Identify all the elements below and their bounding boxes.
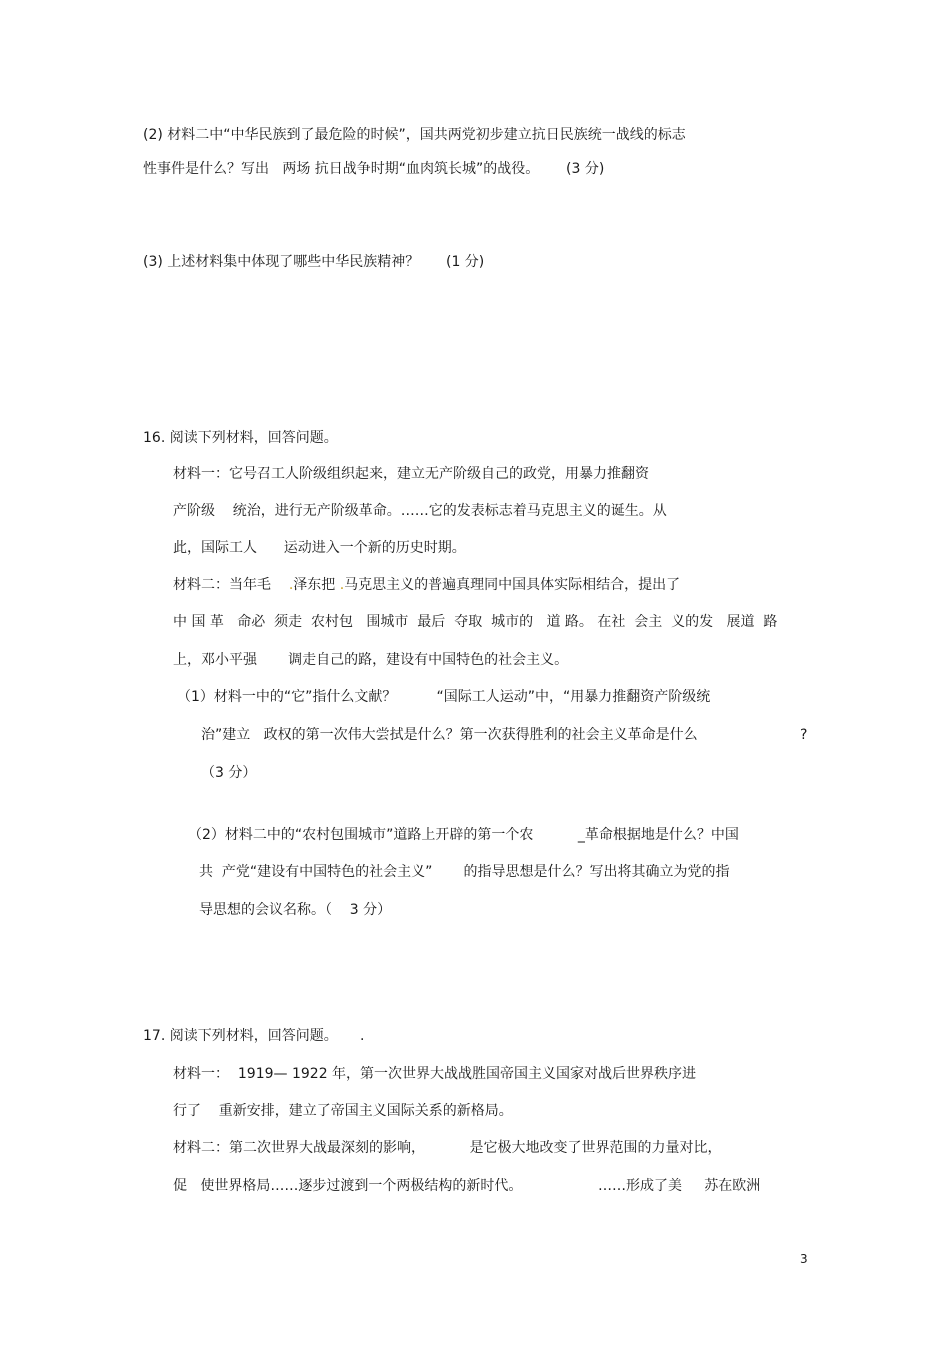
q16-title: 16. 阅读下列材料，回答问题。	[143, 430, 338, 446]
q16-material2-line2: 中 国 革 命必 须走 农村包 围城市 最后 夺取 城市的 道 路。 在社 会主 义的发 展道 路	[173, 614, 778, 630]
q15-sub2-line2: 性事件是什么？写出 两场 抗日战争时期“血肉筑长城”的战役。 (3 分)	[143, 161, 605, 177]
q16-material2-line1-b: 泽东把	[293, 577, 340, 593]
q16-sub1-question-mark: ?	[800, 727, 808, 743]
q16-material1-line1: 材料一：它号召工人阶级组织起来，建立无产阶级自己的政党，用暴力推翻资	[173, 466, 649, 482]
q16-material2-line3: 上，邓小平强 调走自己的路，建设有中国特色的社会主义。	[173, 652, 569, 668]
q16-material2-line1-a: 材料二：当年毛	[173, 577, 289, 593]
q17-material2-line1: 材料二：第二次世界大战最深刻的影响， 是它极大地改变了世界范围的力量对比，	[173, 1140, 722, 1156]
q16-sub2-line2: 共 产党“建设有中国特色的社会主义” 的指导思想是什么？写出将其确立为党的指	[199, 864, 730, 880]
q17-material2-line2: 促 使世界格局……逐步过渡到一个两极结构的新时代。 ……形成了美 苏在欧洲	[173, 1178, 761, 1194]
q16-material2-line1-c: 马克思主义的普遍真理同中国具体实际相结合，提出了	[344, 577, 681, 593]
q16-material1-line3: 此，国际工人 运动进入一个新的历史时期。	[173, 540, 466, 556]
q15-sub2-line1: (2) 材料二中“中华民族到了最危险的时候”，国共两党初步建立抗日民族统一战线的标志	[143, 127, 686, 143]
page-number: 3	[800, 1252, 808, 1266]
q16-sub1-line1: （1）材料一中的“它”指什么文献？ “国际工人运动”中，“用暴力推翻资产阶级统	[177, 689, 711, 705]
q16-sub2-line3: 导思想的会议名称。（ 3 分）	[199, 902, 392, 918]
q17-title: 17. 阅读下列材料，回答问题。 .	[143, 1028, 365, 1044]
q16-sub1-line3: （3 分）	[201, 765, 257, 781]
q16-sub1-line2: 治”建立 政权的第一次伟大尝拭是什么？第一次获得胜利的社会主义革命是什么	[201, 727, 698, 743]
q17-material1-line2: 行了 重新安排，建立了帝国主义国际关系的新格局。	[173, 1103, 513, 1119]
q16-sub2-line1: （2）材料二中的“农村包围城市”道路上开辟的第一个农 _革命根据地是什么？中国	[188, 827, 739, 843]
q15-sub3: (3) 上述材料集中体现了哪些中华民族精神？ (1 分)	[143, 254, 485, 270]
q16-material1-line2: 产阶级 统治，进行无产阶级革命。……它的发表标志着马克思主义的诞生。从	[173, 503, 667, 519]
q16-material2-line1: 材料二：当年毛 .泽东把 .马克思主义的普遍真理同中国具体实际相结合，提出了	[173, 577, 681, 593]
q17-material1-line1: 材料一： 1919— 1922 年，第一次世界大战战胜国帝国主义国家对战后世界秩序进	[173, 1066, 697, 1082]
